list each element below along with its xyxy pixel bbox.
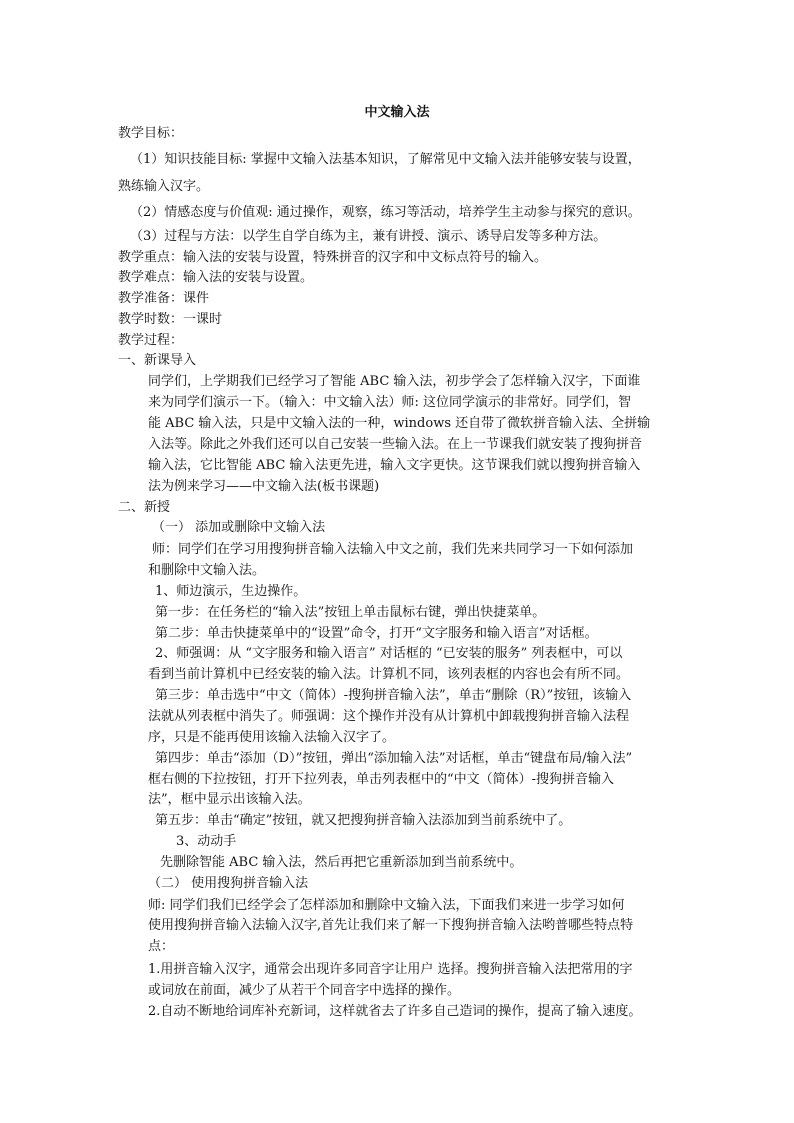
- text-line: 和删除中文输入法。: [148, 563, 266, 578]
- text-line: 第五步：单击“确定”按钮，就又把搜狗拼音输入法添加到当前系统中了。: [155, 813, 572, 828]
- section-heading: 一、新课导入: [118, 353, 197, 368]
- text-line: 教学难点：输入法的安装与设置。: [118, 270, 314, 285]
- text-line: 第一步：在任务栏的“输入法”按钮上单击鼠标右键，弹出快捷菜单。: [155, 605, 546, 620]
- text-line: 2、师强调：从 “文字服务和输入语言” 对话框的 “已安装的服务” 列表框中，可以: [155, 646, 623, 661]
- text-line: 教学目标：: [118, 126, 184, 141]
- text-line: 3、动动手: [176, 834, 237, 849]
- text-line: 教学准备：课件: [118, 291, 210, 306]
- text-line: 第三步：单击选中“中文（简体）-搜狗拼音输入法”，单击“删除（R）”按钮，该输入: [155, 688, 632, 703]
- text-line: 教学时数：一课时: [118, 312, 223, 327]
- text-line: 教学过程：: [118, 333, 184, 348]
- text-line: 或词放在前面，减少了从若干个同音字中选择的操作。: [148, 983, 461, 998]
- text-line: 师：同学们在学习用搜狗拼音输入法输入中文之前，我们先来共同学习一下如何添加: [152, 542, 634, 557]
- text-line: 教学重点：输入法的安装与设置，特殊拼音的汉字和中文标点符号的输入。: [118, 250, 548, 265]
- text-line: 框右侧的下拉按钮，打开下拉列表，单击列表框中的“中文（简体）-搜狗拼音输入: [148, 772, 615, 787]
- subsection-heading: （一） 添加或删除中文输入法: [152, 520, 326, 535]
- text-line: 入法等。除此之外我们还可以自己安装一些输入法。在上一节课我们就安装了搜狗拼音: [148, 437, 643, 452]
- text-line: 能 ABC 输入法，只是中文输入法的一种，windows 还自带了微软拼音输入法、全拼输: [148, 416, 651, 431]
- text-line: 法就从列表框中消失了。师强调：这个操作并没有从计算机中卸载搜狗拼音输入法程: [148, 709, 630, 724]
- text-line: 使用搜狗拼音输入法输入汉字,首先让我们来了解一下搜狗拼音输入法哟普哪些特点特: [148, 918, 634, 933]
- subsection-heading: （二） 使用搜狗拼音输入法: [148, 876, 309, 891]
- text-line: 师: 同学们我们已经学会了怎样添加和删除中文输入法，下面我们来进一步学习如何: [148, 898, 625, 913]
- text-line: 先删除智能 ABC 输入法，然后再把它重新添加到当前系统中。: [160, 855, 523, 870]
- text-line: 输入法，它比智能 ABC 输入法更先进，输入文字更快。这节课我们就以搜狗拼音输入: [148, 458, 641, 473]
- text-line: 点：: [148, 939, 175, 954]
- text-line: 看到当前计算机中已经安装的输入法。计算机不同，该列表框的内容也会有所不同。: [148, 667, 630, 682]
- text-line: 第四步：单击“添加（D）”按钮，弹出“添加输入法”对话框，单击“键盘布局/输入法”: [155, 751, 633, 766]
- text-line: 熟练输入汉字。: [118, 179, 210, 194]
- text-line: 2.自动不断地给词库补充新词，这样就省去了许多自己造词的操作，提高了输入速度。: [148, 1004, 642, 1019]
- text-line: （2）情感态度与价值观: 通过操作，观察，练习等活动，培养学生主动参与探究的意识。: [130, 205, 641, 220]
- text-line: 第二步：单击快捷菜单中的“设置”命令，打开“文字服务和输入语言”对话框。: [155, 626, 598, 641]
- text-line: 法”，框中显示出该输入法。: [148, 792, 311, 807]
- text-line: （1）知识技能目标: 掌握中文输入法基本知识，了解常见中文输入法并能够安装与设置，: [130, 152, 641, 167]
- text-line: 1、师边演示，生边操作。: [155, 584, 307, 599]
- text-line: 1.用拼音输入汉字，通常会出现许多同音字让用户 选择。搜狗拼音输入法把常用的字: [148, 962, 633, 977]
- text-line: （3）过程与方法：以学生自学自练为主，兼有讲授、演示、诱导启发等多种方法。: [130, 229, 607, 244]
- text-line: 同学们，上学期我们已经学习了智能 ABC 输入法，初步学会了怎样输入汉字，下面谁: [148, 374, 641, 389]
- document-title: 中文输入法: [364, 105, 430, 120]
- section-heading: 二、新授: [118, 500, 171, 515]
- text-line: 来为同学们演示一下。（输入：中文输入法）师: 这位同学演示的非常好。同学们，智: [148, 395, 632, 410]
- text-line: 序，只是不能再使用该输入法输入汉字了。: [148, 730, 396, 745]
- text-line: 法为例来学习——中文输入法(板书课题): [148, 479, 380, 494]
